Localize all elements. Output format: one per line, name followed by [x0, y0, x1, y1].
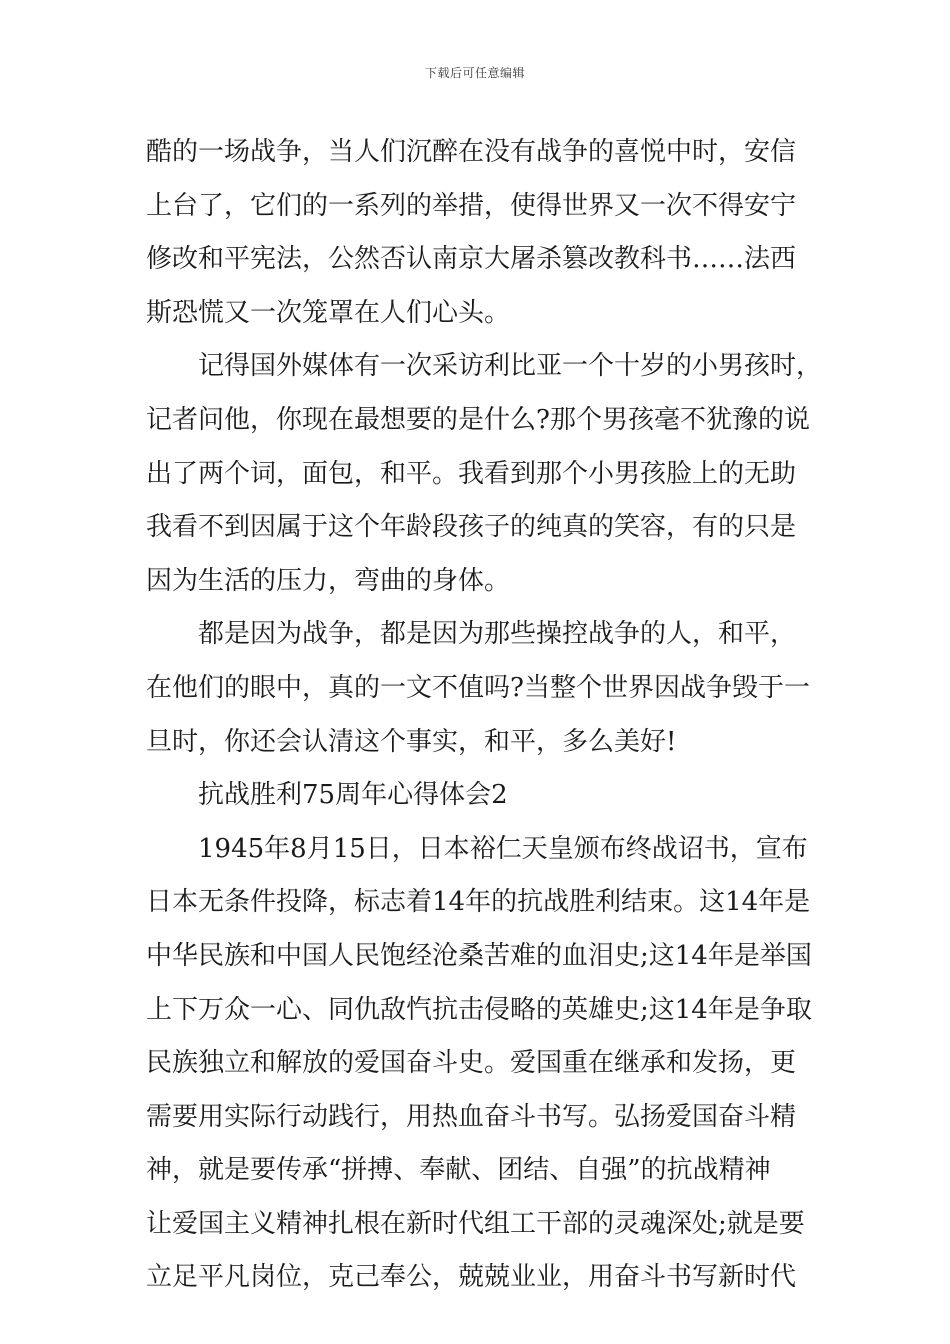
text-line: 立足平凡岗位，克己奉公，兢兢业业，用奋斗书写新时代 [146, 1262, 797, 1293]
text-line: 中华民族和中国人民饱经沧桑苦难的血泪史;这14年是举国 [146, 940, 812, 971]
text-line: 因为生活的压力，弯曲的身体。 [146, 565, 511, 596]
text-line: 上下万众一心、同仇敌忾抗击侵略的英雄史;这14年是争取 [146, 994, 812, 1025]
text-line: 民族独立和解放的爱国奋斗史。爱国重在继承和发扬，更 [146, 1048, 797, 1079]
text-line: 我看不到因属于这个年龄段孩子的纯真的笑容，有的只是 [146, 512, 797, 543]
text-line: 让爱国主义精神扎根在新时代组工干部的灵魂深处;就是要 [146, 1208, 805, 1239]
text-line: 上台了，它们的一系列的举措，使得世界又一次不得安宁 [146, 190, 797, 221]
text-line: 在他们的眼中，真的一文不值吗?当整个世界因战争毁于一 [146, 672, 810, 703]
text-line: 神，就是要传承“拼搏、奉献、团结、自强”的抗战精神 [146, 1155, 771, 1186]
paragraph-first-line: 1945年8月15日，日本裕仁天皇颁布终战诏书，宣布 [198, 833, 808, 864]
text-line: 记者问他，你现在最想要的是什么?那个男孩毫不犹豫的说 [146, 404, 810, 435]
paragraph-first-line: 记得国外媒体有一次采访利比亚一个十岁的小男孩时， [198, 351, 823, 382]
text-line: 日本无条件投降，标志着14年的抗战胜利结束。这14年是 [146, 887, 811, 918]
document-body [146, 126, 823, 1305]
text-line: 旦时，你还会认清这个事实，和平，多么美好! [146, 726, 677, 757]
text-line: 斯恐慌又一次笼罩在人们心头。 [146, 297, 511, 328]
section-title: 抗战胜利75周年心得体会2 [198, 780, 508, 811]
paragraph-first-line: 都是因为战争，都是因为那些操控战争的人，和平， [198, 619, 797, 650]
page-header: 下载后可任意编辑 [424, 66, 525, 80]
text-line: 酷的一场战争，当人们沉醉在没有战争的喜悦中时，安信 [146, 137, 797, 167]
text-line: 需要用实际行动践行，用热血奋斗书写。弘扬爱国奋斗精 [146, 1101, 797, 1132]
text-line: 出了两个词，面包，和平。我看到那个小男孩脸上的无助 [146, 458, 797, 489]
text-line: 修改和平宪法，公然否认南京大屠杀篡改教科书……法西 [146, 244, 797, 275]
